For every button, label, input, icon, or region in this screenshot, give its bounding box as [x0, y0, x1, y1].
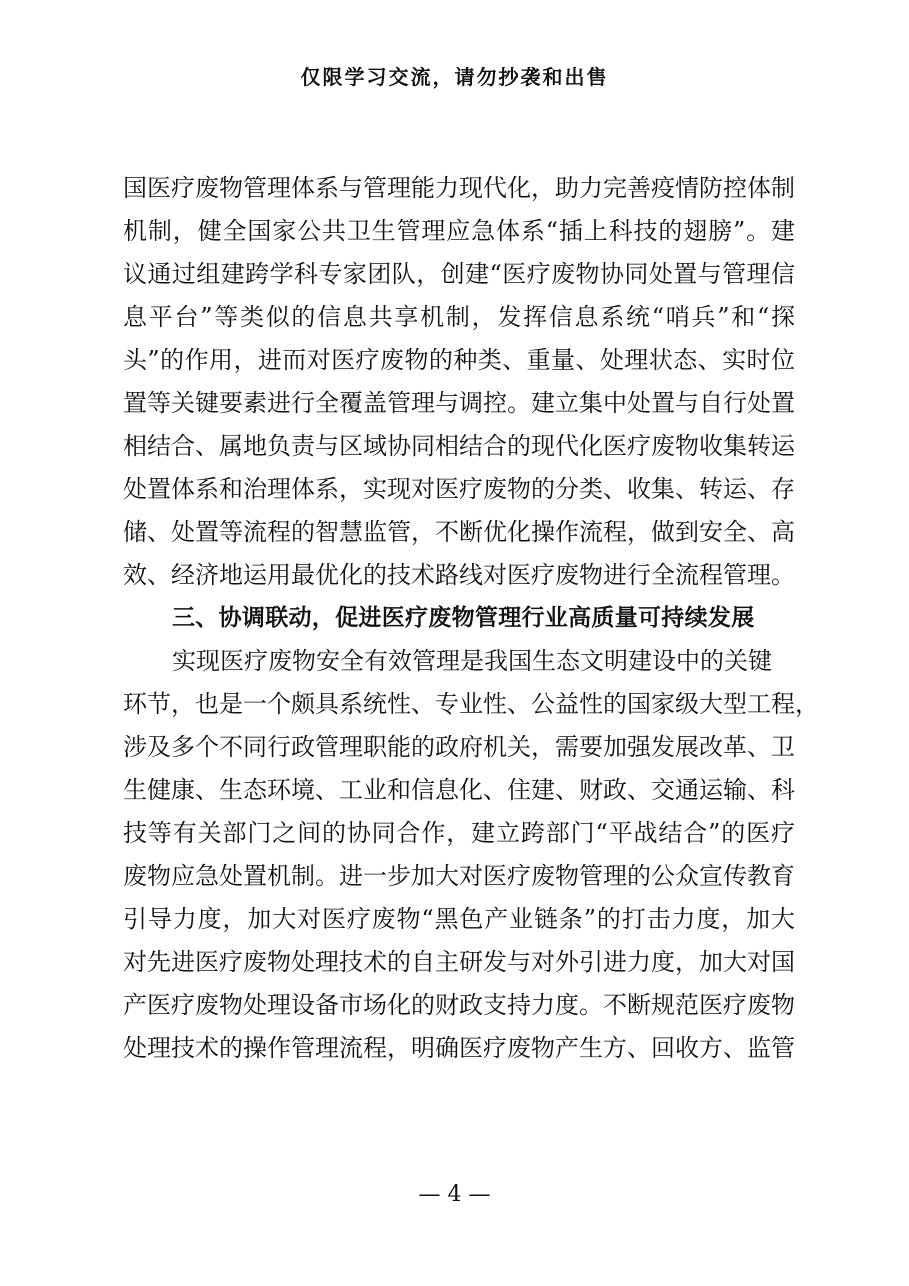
body-line: 头”的作用，进而对医疗废物的种类、重量、处理状态、实时位 — [123, 346, 795, 374]
body-line: 技等有关部门之间的协同合作，建立跨部门“平战结合”的医疗 — [123, 819, 795, 847]
body-line: 置等关键要素进行全覆盖管理与调控。建立集中处置与自行处置 — [123, 389, 795, 417]
body-line: 议通过组建跨学科专家团队，创建“医疗废物协同处置与管理信 — [123, 260, 795, 288]
page-header-notice: 仅限学习交流，请勿抄袭和出售 — [300, 65, 609, 89]
body-line: 对先进医疗废物处理技术的自主研发与对外引进力度，加大对国 — [123, 948, 795, 976]
body-line: 处理技术的操作管理流程，明确医疗废物产生方、回收方、监管 — [123, 1034, 795, 1062]
body-line: 产医疗废物处理设备市场化的财政支持力度。不断规范医疗废物 — [123, 991, 795, 1019]
body-line: 涉及多个不同行政管理职能的政府机关，需要加强发展改革、卫 — [123, 733, 795, 761]
body-line: 引导力度，加大对医疗废物“黑色产业链条”的打击力度，加大 — [123, 905, 795, 933]
body-line: 储、处置等流程的智慧监管，不断优化操作流程，做到安全、高 — [123, 518, 795, 546]
body-line: 国医疗废物管理体系与管理能力现代化，助力完善疫情防控体制 — [123, 174, 795, 202]
body-line: 生健康、生态环境、工业和信息化、住建、财政、交通运输、科 — [123, 776, 795, 804]
body-line: 环节，也是一个颇具系统性、专业性、公益性的国家级大型工程， — [123, 690, 819, 718]
section-heading: 三、协调联动，促进医疗废物管理行业高质量可持续发展 — [172, 605, 755, 631]
body-line: 机制，健全国家公共卫生管理应急体系“插上科技的翅膀”。建 — [123, 217, 795, 245]
body-line: 相结合、属地负责与区域协同相结合的现代化医疗废物收集转运 — [123, 432, 795, 460]
body-line: 效、经济地运用最优化的技术路线对医疗废物进行全流程管理。 — [123, 561, 795, 589]
page-number: — 4 — — [418, 1182, 491, 1207]
body-line: 废物应急处置机制。进一步加大对医疗废物管理的公众宣传教育 — [123, 862, 795, 890]
body-line: 处置体系和治理体系，实现对医疗废物的分类、收集、转运、存 — [123, 475, 795, 503]
body-line: 息平台”等类似的信息共享机制，发挥信息系统“哨兵”和“探 — [123, 303, 795, 331]
paragraph-first-line: 实现医疗废物安全有效管理是我国生态文明建设中的关键 — [172, 647, 772, 675]
